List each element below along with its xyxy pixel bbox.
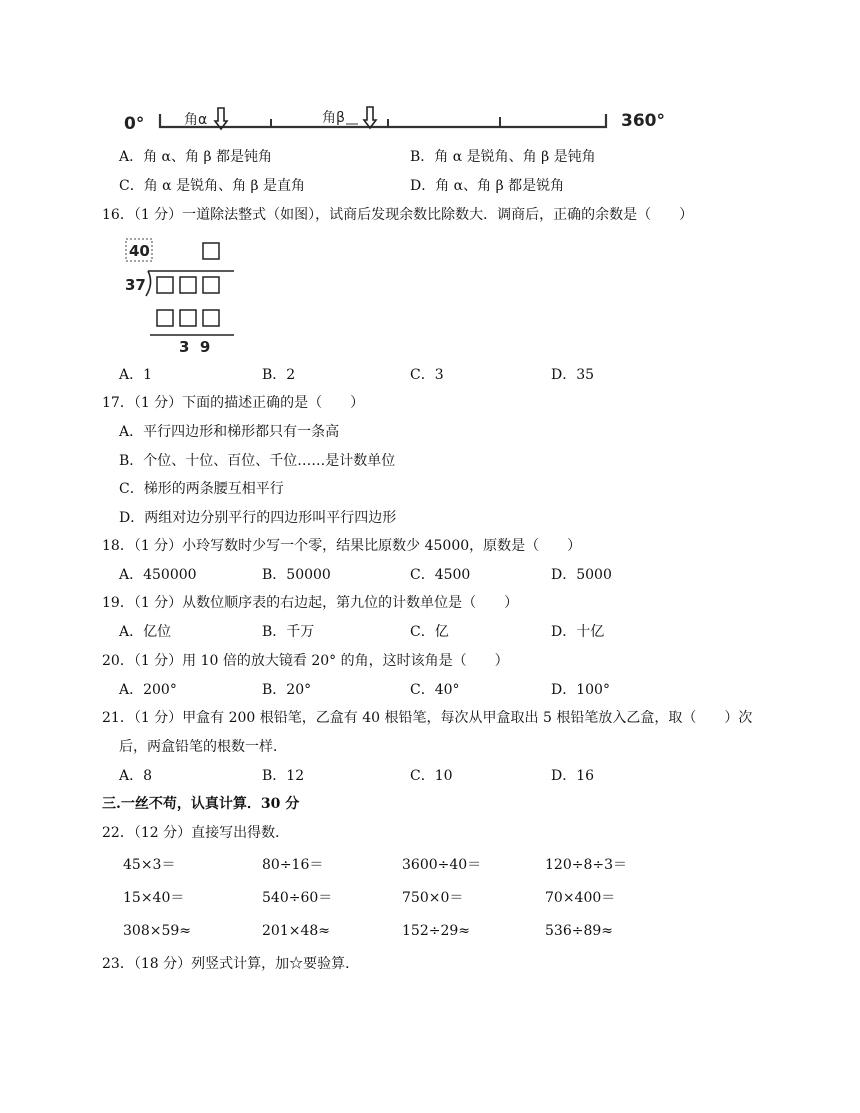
q22-item: 540÷60＝ <box>262 890 333 906</box>
q18-option-d[interactable]: D．5000 <box>551 567 612 583</box>
q15-option-c[interactable]: C．角 α 是锐角、角 β 是直角 <box>119 178 306 194</box>
trial-quotient: 40 <box>129 242 150 260</box>
q22-item: 3600÷40＝ <box>402 857 482 873</box>
q19-stem: 19．（1 分）从数位顺序表的右边起，第九位的计数单位是（ ） <box>102 595 519 611</box>
q22-item: 536÷89≈ <box>545 923 613 939</box>
q21-option-c[interactable]: C．10 <box>410 768 453 784</box>
q21-stem-line2: 后，两盒铅笔的根数一样． <box>119 739 287 755</box>
q23-stem: 23．（18 分）列竖式计算，加☆要验算． <box>102 956 360 972</box>
q22-item: 201×48≈ <box>262 923 330 939</box>
q21-option-b[interactable]: B．12 <box>262 768 305 784</box>
long-division-figure <box>122 238 242 358</box>
q22-item: 308×59≈ <box>123 923 191 939</box>
blank-box <box>203 310 219 326</box>
angle-beta-label: 角β <box>322 110 345 126</box>
q18-option-a[interactable]: A．450000 <box>119 567 197 583</box>
angle-number-line-figure <box>118 102 678 136</box>
q17-option-a[interactable]: A．平行四边形和梯形都只有一条高 <box>119 424 340 440</box>
blank-box <box>157 277 173 293</box>
number-line-end-label: 360° <box>621 111 665 131</box>
q19-option-c[interactable]: C．亿 <box>410 624 449 640</box>
q18-stem: 18．（1 分）小玲写数时少写一个零，结果比原数少 45000，原数是（ ） <box>102 538 582 554</box>
down-arrow-icon <box>215 108 227 129</box>
q16-stem: 16．（1 分）一道除法整式（如图），试商后发现余数比除数大．调商后，正确的余数是（ ） <box>102 207 694 223</box>
q16-option-a[interactable]: A．1 <box>119 367 153 383</box>
q20-option-b[interactable]: B．20° <box>262 682 312 698</box>
q21-stem-line1: 21．（1 分）甲盒有 200 根铅笔，乙盒有 40 根铅笔，每次从甲盒取出 5 根铅笔放入乙盒，取（ ）次 <box>102 710 753 726</box>
q22-item: 15×40＝ <box>123 890 185 906</box>
blank-box <box>203 277 219 293</box>
division-bracket <box>146 271 151 296</box>
q20-option-c[interactable]: C．40° <box>410 682 460 698</box>
blank-box <box>180 310 196 326</box>
q16-option-d[interactable]: D．35 <box>551 367 595 383</box>
q22-item: 750×0＝ <box>402 890 464 906</box>
q19-option-a[interactable]: A．亿位 <box>119 624 172 640</box>
divisor: 37 <box>125 276 146 294</box>
q15-option-b[interactable]: B．角 α 是锐角、角 β 是钝角 <box>410 149 596 165</box>
q15-option-d[interactable]: D．角 α、角 β 都是锐角 <box>410 178 565 194</box>
q18-option-b[interactable]: B．50000 <box>262 567 331 583</box>
q20-option-a[interactable]: A．200° <box>119 682 177 698</box>
q17-option-d[interactable]: D．两组对边分别平行的四边形叫平行四边形 <box>119 510 397 526</box>
q19-option-d[interactable]: D．十亿 <box>551 624 605 640</box>
q20-stem: 20．（1 分）用 10 倍的放大镜看 20° 的角，这时该角是（ ） <box>102 653 509 669</box>
q17-option-b[interactable]: B．个位、十位、百位、千位……是计数单位 <box>119 453 396 469</box>
q22-stem: 22．（12 分）直接写出得数． <box>102 825 290 841</box>
q17-option-c[interactable]: C．梯形的两条腰互相平行 <box>119 481 284 497</box>
q16-option-b[interactable]: B．2 <box>262 367 296 383</box>
down-arrow-icon <box>364 107 376 128</box>
blank-box <box>203 243 219 259</box>
q18-option-c[interactable]: C．4500 <box>410 567 471 583</box>
q22-item: 120÷8÷3＝ <box>545 857 627 873</box>
section-3-heading: 三.一丝不苟，认真计算．30 分 <box>102 796 300 812</box>
q17-stem: 17．（1 分）下面的描述正确的是（ ） <box>102 395 365 411</box>
q16-option-c[interactable]: C．3 <box>410 367 444 383</box>
blank-box <box>157 310 173 326</box>
q21-option-a[interactable]: A．8 <box>119 768 153 784</box>
q22-item: 45×3＝ <box>123 857 176 873</box>
number-line-start-label: 0° <box>124 114 145 134</box>
q21-option-d[interactable]: D．16 <box>551 768 595 784</box>
remainder: 3 9 <box>179 338 211 356</box>
q22-item: 70×400＝ <box>545 890 616 906</box>
q22-item: 80÷16＝ <box>262 857 324 873</box>
blank-box <box>180 277 196 293</box>
q22-item: 152÷29≈ <box>402 923 470 939</box>
q15-option-a[interactable]: A．角 α、角 β 都是钝角 <box>119 149 273 165</box>
q19-option-b[interactable]: B．千万 <box>262 624 315 640</box>
q20-option-d[interactable]: D．100° <box>551 682 610 698</box>
angle-alpha-label: 角α <box>184 112 208 128</box>
